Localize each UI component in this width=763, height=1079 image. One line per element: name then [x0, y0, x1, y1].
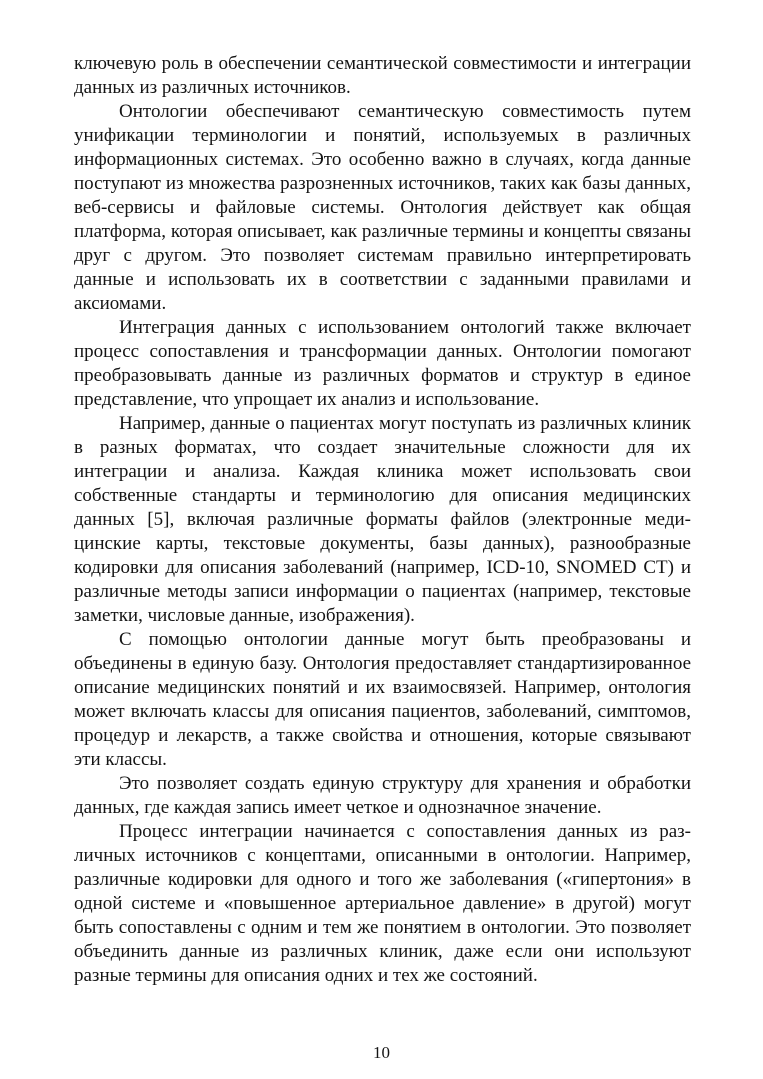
- paragraph-data-integration: Интеграция данных с использованием онтологий также включает процесс сопоставления и трансформации данных. Онтологии помогают преобразовывать данные из различных форматов и структур в единое представление, что упрощает их анализ и использование.: [74, 317, 691, 410]
- page-body: [74, 52, 691, 988]
- paragraph-integration-process: Процесс интеграции начинается с сопоставления данных из различных источников с концептами, описанными в онтологии. Например, различные кодировки для одного и того же заболевания («гипертония» в одной системе и «повышенное артериальное давление» в другой) могут быть сопоставлены с одним и тем же понятием в онтологии. Это позволяет объединить данные из различных клиник, даже если они используют разные термины для описания одних и тех же состояний.: [74, 821, 691, 986]
- paragraph-unified-structure: Это позволяет создать единую структуру для хранения и обработки данных, где каждая запись имеет четкое и однозначное значение.: [74, 773, 691, 818]
- paragraph-semantic-compatibility: Онтологии обеспечивают семантическую совместимость путем унификации терминологии и понятий, используемых в различных информационных системах. Это особенно важно в случаях, когда данные поступают из множества разрозненных источников, таких как базы данных, веб-сервисы и файловые системы. Онтология действует как общая платформа, которая описывает, как различные термины и концепты связаны друг с другом. Это позволяет системам правильно интерпретировать данные и использовать их в соответствии с заданными правилами и аксиомами.: [74, 101, 691, 314]
- paragraph-patient-data-example: Например, данные о пациентах могут поступать из различных клиник в разных форматах, что создает значительные сложности для их интеграции и анализа. Каждая клиника может использовать свои собственные стандарты и терминологию для описания медицинских данных [5], включая различные форматы файлов (электронные медицинские карты, текстовые документы, базы данных), разнообразные кодировки для описания заболеваний (например, ICD-10, SNOMED CT) и различные методы записи информации о пациентах (например, текстовые заметки, числовые данные, изображения).: [74, 413, 691, 626]
- paragraph-ontology-transformation: С помощью онтологии данные могут быть преобразованы и объединены в единую базу. Онтология предоставляет стандартизированное описание медицинских понятий и их взаимосвязей. Например, онтология может включать классы для описания пациентов, заболеваний, симптомов, процедур и лекарств, а также свойства и отношения, которые связывают эти классы.: [74, 629, 691, 770]
- page-number: 10: [373, 1043, 390, 1062]
- paragraph-continuation: ключевую роль в обеспечении семантической совместимости и интеграции данных из различных источников.: [74, 53, 691, 98]
